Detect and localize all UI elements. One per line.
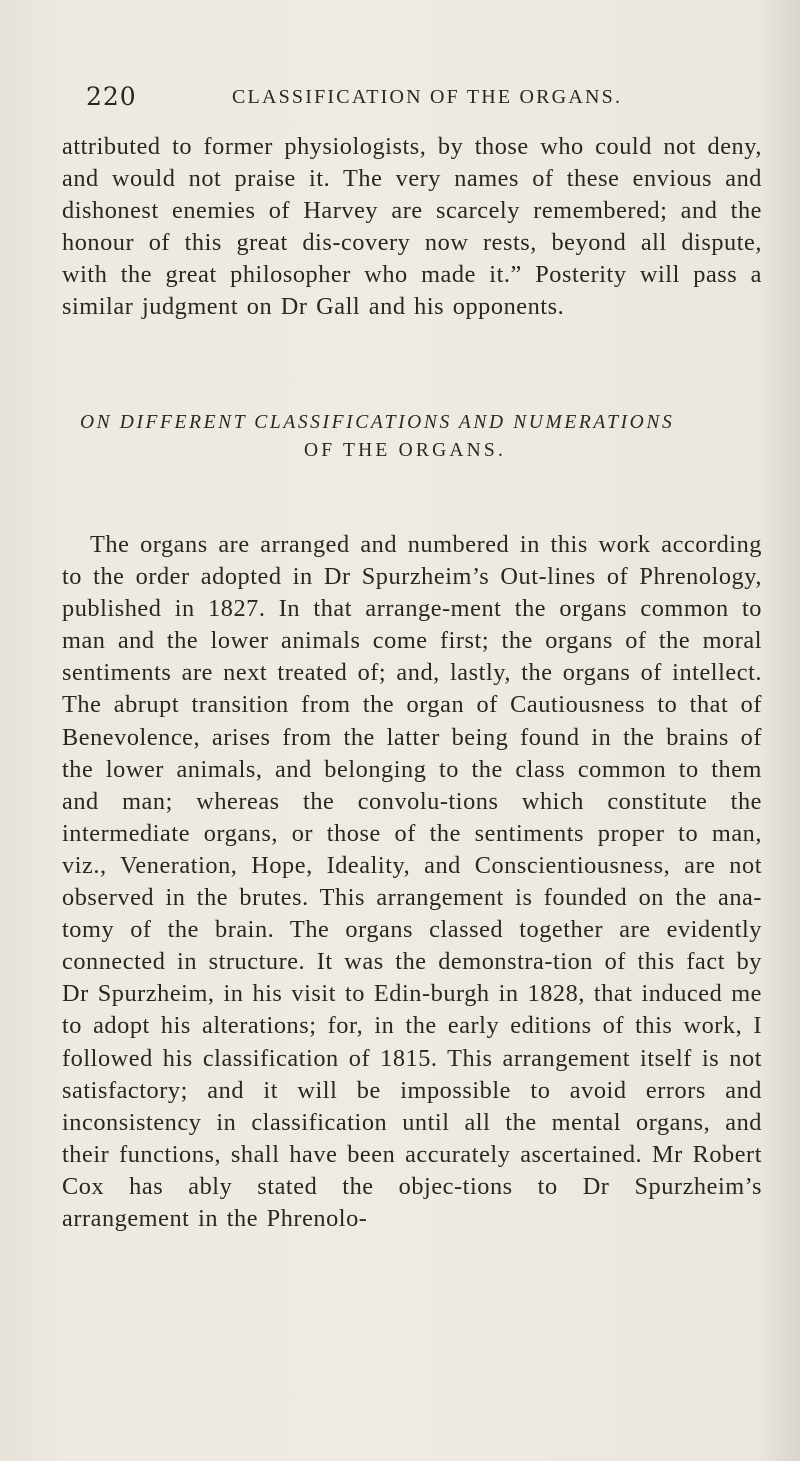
- section-heading-line-2: OF THE ORGANS.: [303, 440, 507, 461]
- running-head: [86, 82, 766, 122]
- running-title: CLASSIFICATION OF THE ORGANS.: [232, 86, 623, 108]
- section-heading: [0, 412, 800, 462]
- page-number: 220: [86, 82, 137, 111]
- paragraph-2: The organs are arranged and numbered in this work according to the order adopted in Dr Spurzheim’s Out-lines of Phrenology, published in 1827. In that arrange-ment the organs common to man and the lower animals come first; the organs of the moral sentiments are next treated of; and, lastly, the organs of intellect. The abrupt transition from the organ of Cautiousness to that of Benevolence, arises from the latter being found in the brains of the lower animals, and belonging to the class common to them and man; whereas the convolu-tions which constitute the intermediate organs, or those of the sentiments proper to man, viz., Veneration, Hope, Ideality, and Conscientiousness, are not observed in the brutes. This arrangement is founded on the ana-tomy of the brain. The organs classed together are evidently connected in structure. It was the demonstra-tion of this fact by Dr Spurzheim, in his visit to Edin-burgh in 1828, that induced me to adopt his alterations; for, in the early editions of this work, I followed his classification of 1815. This arrangement itself is not satisfactory; and it will be impossible to avoid errors and inconsistency in classification until all the mental organs, and their functions, shall have been accurately ascertained. Mr Robert Cox has ably stated the objec-tions to Dr Spurzheim’s arrangement in the Phrenolo-: [62, 531, 762, 1232]
- section-heading-line-1: ON DIFFERENT CLASSIFICATIONS AND NUMERATIONS: [80, 412, 675, 433]
- paragraph-1: attributed to former physiologists, by those who could not deny, and would not praise it. The very names of these envious and dishonest enemies of Harvey are scarcely remembered; and the honour of this great dis-covery now rests, beyond all dispute, with the great philosopher who made it.” Posterity will pass a similar judgment on Dr Gall and his opponents.: [62, 133, 762, 321]
